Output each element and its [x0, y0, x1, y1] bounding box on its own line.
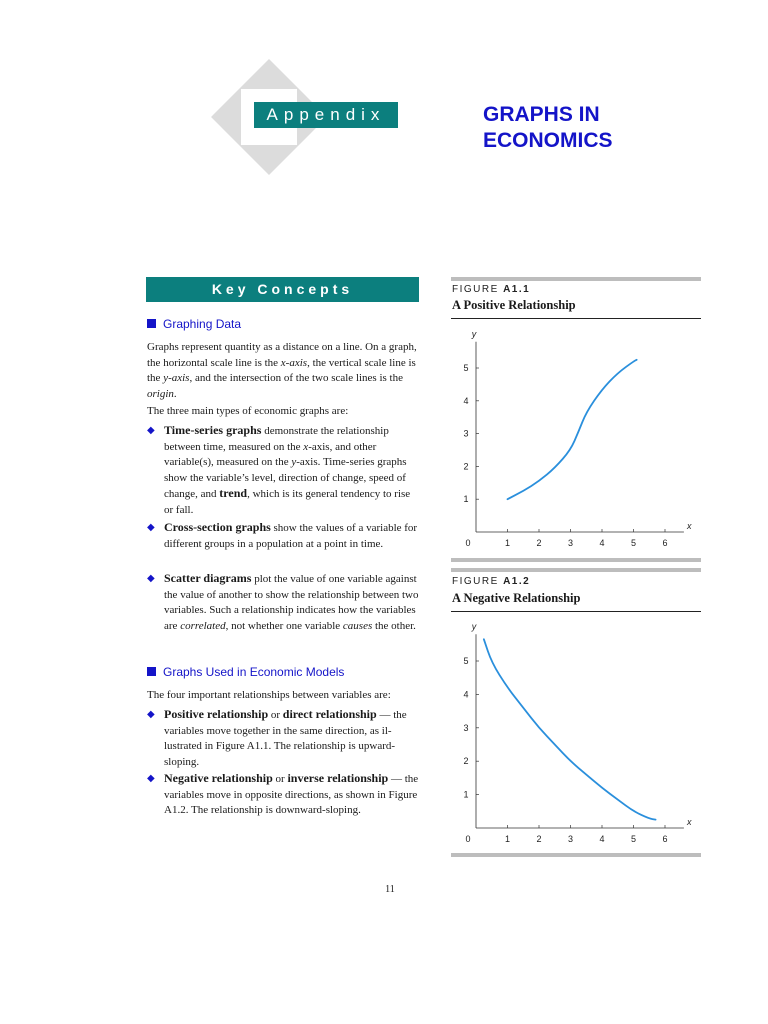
square-bullet-icon	[147, 667, 156, 676]
diamond-bullet-icon: ◆	[147, 425, 155, 436]
text: -axis. Time-series graphs show the variable’s level, direction of change, speed of change, and	[164, 456, 407, 501]
types-intro: The three main types of economic graphs are:	[147, 405, 349, 417]
bullet-time-series	[147, 423, 419, 519]
term-x-axis: x-axis	[280, 356, 308, 369]
chart-positive	[451, 320, 701, 555]
y-tick-label: 4	[463, 689, 469, 700]
text: , which is its general tendency to rise or fall.	[164, 488, 411, 516]
x-tick-label: 4	[599, 538, 605, 548]
y-tick-label: 3	[463, 428, 469, 439]
y-tick-label: 2	[463, 461, 469, 472]
figure-2-label	[452, 576, 530, 587]
x-tick-label: 1	[504, 834, 511, 844]
term: x	[303, 440, 309, 453]
figure-top-rule	[451, 568, 701, 572]
term: inverse relationship	[287, 771, 389, 785]
y-tick-label: 4	[463, 395, 469, 406]
term: Time-series graphs	[164, 423, 262, 437]
x-tick-label: 3	[567, 834, 574, 844]
figure-bottom-rule	[451, 558, 701, 562]
series-line	[508, 360, 637, 499]
title-line-2: ECONOMICS	[483, 129, 613, 152]
bullet-positive	[147, 707, 419, 770]
figure-1-title: A Positive Relationship	[452, 298, 576, 312]
x-tick-label: 5	[630, 538, 637, 548]
x-tick-label: 2	[536, 834, 542, 844]
figure-bottom-rule	[451, 853, 701, 857]
x-tick-label: 3	[567, 538, 574, 548]
term: y	[291, 456, 297, 469]
bullet-scatter	[147, 571, 419, 634]
diamond-bullet-icon: ◆	[147, 522, 155, 533]
x-tick-label: 0	[465, 538, 471, 548]
x-tick-label: 4	[599, 834, 605, 844]
key-concepts-heading: Key Concepts	[146, 277, 419, 302]
x-tick-label: 6	[662, 834, 668, 844]
text: -axis, and other variable(s), measured on the	[164, 440, 377, 469]
models-intro: The four important relationships between variables are:	[147, 689, 391, 701]
text: plot the value of one variable against the value of another to show the relationship between two variables. Such a relationship indicates how the variables are	[164, 573, 419, 632]
diamond-bullet-icon: ◆	[147, 709, 155, 720]
figure-number: A1.2	[503, 576, 531, 587]
graphing-data-intro	[147, 340, 419, 402]
chart-negative	[451, 613, 701, 850]
figure-title-rule	[451, 318, 701, 319]
text: — the variables move together in the same direction, as illustrated in Figure A1.1. The relationship is upward-sloping.	[164, 709, 407, 768]
term: direct relationship	[282, 707, 377, 721]
text: , and the intersection of the two scale lines is the	[189, 372, 403, 385]
text: show the values of a variable for different groups in a population at a point in time.	[164, 522, 418, 550]
term: Cross-section graphs	[164, 520, 271, 534]
term: Negative relationship	[164, 771, 273, 785]
bullet-negative	[147, 771, 419, 819]
y-tick-label: 1	[463, 789, 469, 800]
graphing-data-heading	[147, 317, 241, 331]
figure-title-rule	[451, 611, 701, 612]
y-tick-label: 2	[463, 756, 469, 767]
term: Positive relationship	[164, 707, 269, 721]
x-tick-label: 6	[662, 538, 668, 548]
y-tick-label: 3	[463, 722, 469, 733]
bullet-cross-section	[147, 520, 419, 552]
y-tick-label: 1	[463, 494, 469, 505]
page-title	[483, 102, 743, 154]
figure-2-title: A Negative Relationship	[452, 591, 581, 605]
term-y-axis: y-axis	[163, 372, 190, 385]
text: .	[173, 387, 177, 400]
diamond-bullet-icon: ◆	[147, 573, 155, 584]
term: causes	[342, 619, 373, 632]
term: correlated	[180, 619, 226, 632]
models-heading-text: Graphs Used in Economic Models	[163, 665, 345, 679]
graphing-data-heading-text: Graphing Data	[163, 317, 242, 331]
text: — the variables move in opposite directions, as shown in Figure A1.2. The relationship is downward-sloping.	[164, 773, 419, 817]
figure-top-rule	[451, 277, 701, 281]
term-trend: trend	[219, 486, 248, 501]
series-line	[484, 639, 656, 819]
text: FIGURE	[452, 576, 504, 587]
y-axis-label: y	[471, 328, 477, 339]
figure-1-label	[452, 284, 530, 295]
text: , not whether one variable	[225, 619, 343, 632]
term: Scatter diagrams	[164, 571, 252, 585]
y-tick-label: 5	[463, 363, 469, 373]
text: FIGURE	[452, 284, 504, 295]
text: demonstrate the relationship between time, measured on the	[164, 425, 389, 453]
title-line-1: GRAPHS IN	[483, 103, 600, 126]
models-heading	[147, 665, 344, 679]
term-origin: origin	[147, 387, 174, 400]
x-axis-label: x	[687, 817, 692, 827]
diamond-bullet-icon: ◆	[147, 773, 155, 784]
x-tick-label: 1	[504, 538, 511, 548]
square-bullet-icon	[147, 319, 156, 328]
x-tick-label: 5	[630, 834, 637, 844]
y-axis-label: y	[471, 621, 477, 632]
text: , the vertical scale line is the	[147, 356, 416, 385]
text: or	[268, 709, 283, 721]
appendix-label: Appendix	[254, 102, 398, 128]
text: or	[272, 773, 288, 785]
text: the other.	[372, 619, 416, 632]
text: Graphs represent quantity as a distance on a line. On a graph, the horizontal scale line is the	[147, 341, 417, 369]
x-tick-label: 0	[465, 834, 471, 844]
page-number: 11	[385, 884, 395, 895]
x-axis-label: x	[687, 521, 692, 531]
figure-number: A1.1	[503, 284, 531, 295]
x-tick-label: 2	[536, 538, 542, 548]
y-tick-label: 5	[463, 656, 469, 666]
